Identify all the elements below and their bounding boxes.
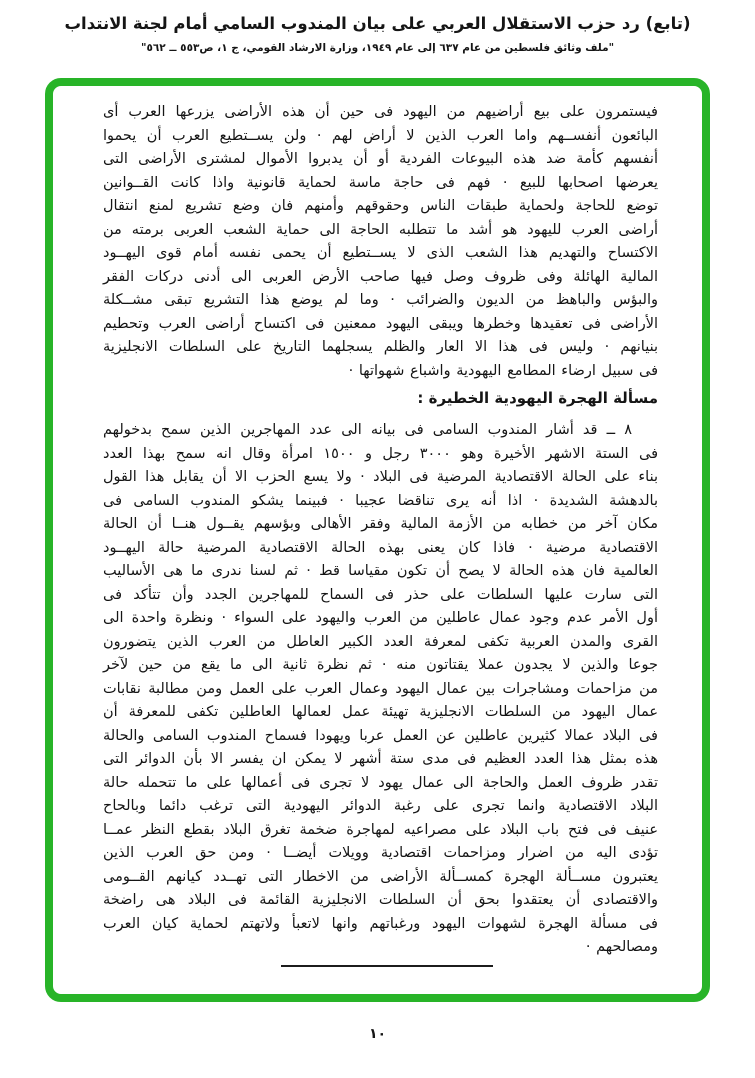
text-line: فى مسألة الهجرة لشهوات اليهود ورغباتهم وانها لاتعبأ ولاتهتم لحماية كيان العرب: [103, 915, 658, 932]
text-line: ومصالحهم ·: [585, 939, 658, 955]
document-source-citation: "ملف وثائق فلسطين من عام ٦٣٧ إلى عام ١٩٤٩، وزارة الارشاد القومي، ج ١، ص٥٥٣ ــ ٥٦٢": [140, 42, 615, 54]
text-line: يعتبرون مســألة الهجرة كمســألة الأراضى من الاخطار التى تهــدد كيانهم القــومى: [103, 868, 658, 885]
text-line: أنفسهم كأمة ضد هذه البيوعات الفردية أو أن يدبروا الأموال لمشترى الأراضى التى: [103, 151, 658, 167]
text-line: عنيف فى فتح باب البلاد على مصراعيه لمهاجرة ضخمة تغرق البلاد بقطع النظر عمــا: [103, 821, 658, 838]
text-line: تقدر ظروف العمل والحاجة الى عمال يهود لا تجرى فى أعمالها على ما تتحمله حالة: [103, 774, 658, 791]
text-line: يعرضها اصحابها للبيع · فهم فى حاجة ماسة لحماية قانونية واذا كانت القــوانين: [103, 174, 658, 191]
text-line: أراضى العرب لليهود هو أشد ما تتطلبه الحاجة الى حماية الشعب العربى برمته من: [103, 221, 658, 238]
green-border-frame: [45, 78, 710, 1002]
page-header: [0, 12, 755, 56]
text-line: والاقتصادى أن يعتقدوا بحق أن السلطات الانجليزية القائمة فى البلاد هى راضخة: [103, 892, 658, 908]
text-line: بنيانهم · وليس فى هذا الا العار والظلم يسجلهما التاريخ على السلطات الانجليزية: [103, 339, 658, 355]
text-line: فى سبيل ارضاء المطامع اليهودية واشباع شهواتها ·: [348, 362, 658, 379]
text-line: بناء على الحالة الاقتصادية المرضية فى البلاد · ولا يسع الحزب الا أن يقابل هذا القول: [103, 469, 658, 485]
text-line: فى الستة الاشهر الأخيرة وهو ٣٠٠٠ رجل و ١٥٠٠ امرأة وقال انه سمح بهذا العدد: [103, 445, 659, 462]
paragraph-lands: [103, 101, 658, 383]
text-line: تؤدى اليه من اضرار ومزاحمات اقتصادية وويلات أيضــا · ومن حق العرب الذين: [103, 845, 658, 861]
text-line: توضع للحاجة ولحماية طبقات الناس وحقوقهم وأمنهم فان وضع تشريع لمنع انتقال: [103, 198, 658, 214]
page-number: ١٠: [368, 1026, 387, 1042]
section-heading-jewish-immigration: مسألة الهجرة اليهودية الخطيرة :: [417, 389, 658, 407]
text-line: فيستمرون على بيع أراضيهم من اليهود فى حين أن هذه الأراضى يزرعها العرب أى: [103, 104, 658, 120]
text-line: البائعون أنفســهم واما العرب الذين لا أراض لهم · ولن يســتطيع العرب أن يحموا: [103, 127, 658, 144]
document-title: (تابع) رد حزب الاستقلال العربي على بيان المندوب السامي أمام لجنة الانتداب: [64, 14, 691, 33]
text-line: مكان آخر من خطابه من الأزمة المالية وفقر الأهالى وبؤسهم يقــول هنــا أن الحالة: [103, 516, 658, 532]
text-line: عمال اليهود من السلطات الانجليزية تهيئة عمل لعمالها العاطلين تكفى للمعرفة أن: [103, 704, 658, 720]
text-line: التى سارت عليها السلطات على حذر فى السماح للمهاجرين الجدد وأن تتأكد فى: [103, 586, 658, 603]
text-line: جوعا والذين لا يجدون عملا يقتاتون منه · ثم نظرة ثانية الى ما يقع من حين لآخر: [103, 657, 658, 673]
text-line: الأراضى فى تعقيدها وخطرها ويبقى اليهود ممعنين فى اكتساح أراضى العرب وتحطيم: [103, 315, 658, 332]
text-line: ٨ ــ قد أشار المندوب السامى فى بيانه الى عدد المهاجرين الذين سمح بدخولهم: [103, 422, 632, 438]
text-line: العالمية فان هذه الحالة لا يصح أن تكون مقياسا قط · ثم لسنا ندرى ما هى الأساليب: [103, 563, 658, 579]
text-line: الاكتساح والتهديم هذا الشعب الذى لا يســتطيع أن يحمى نفسه أمام قوى اليهــود: [103, 245, 658, 261]
end-separator-line: [281, 965, 493, 967]
text-line: المالية الهائلة وفى ظروف وصل فيها صاحب الأرض العربى الى أدنى دركات الفقر: [103, 268, 658, 285]
text-line: الاقتصادية مرضية · فاذا كان يعنى بهذه الحالة الاقتصادية المرضية حالة اليهــود: [103, 539, 658, 556]
text-line: فى البلاد عمالا كثيرين عاطلين عن العمل عربا ويهودا فسماح المندوب السامى والحالة: [103, 727, 658, 744]
text-line: بالدهشة الشديدة · اذا أنه يرى تناقضا عجيبا · فبينما يشكو المندوب السامى فى: [103, 492, 658, 509]
text-line: القرى والمدن العربية تكفى لمعرفة العدد الكبير العاطل من العرب الذين يتضورون: [103, 633, 658, 650]
paragraph-immigration: [103, 419, 658, 960]
text-line: هذه بمثل هذا العدد العظيم فى مدى ستة أشهر لا يمكن ان يفسر الا بأن الدوائر التى: [103, 751, 658, 767]
text-line: والبؤس والباهظ من الديون والضرائب · وما لم يوضع هذا التشريع تبقى مشــكلة: [103, 292, 658, 308]
text-line: البلاد الاقتصادية وانما تجرى على رغبة الدوائر اليهودية التى ترغب دائما وبالحاح: [103, 798, 658, 814]
text-line: أول الأمر عدم وجود عمال عاطلين من العرب واليهود على السواء · ونظرة واحدة الى: [103, 610, 658, 626]
text-line: من مزاحمات ومشاجرات بين عمال اليهود وعمال العرب على العمل ومن مطالبة نقابات: [103, 680, 658, 697]
